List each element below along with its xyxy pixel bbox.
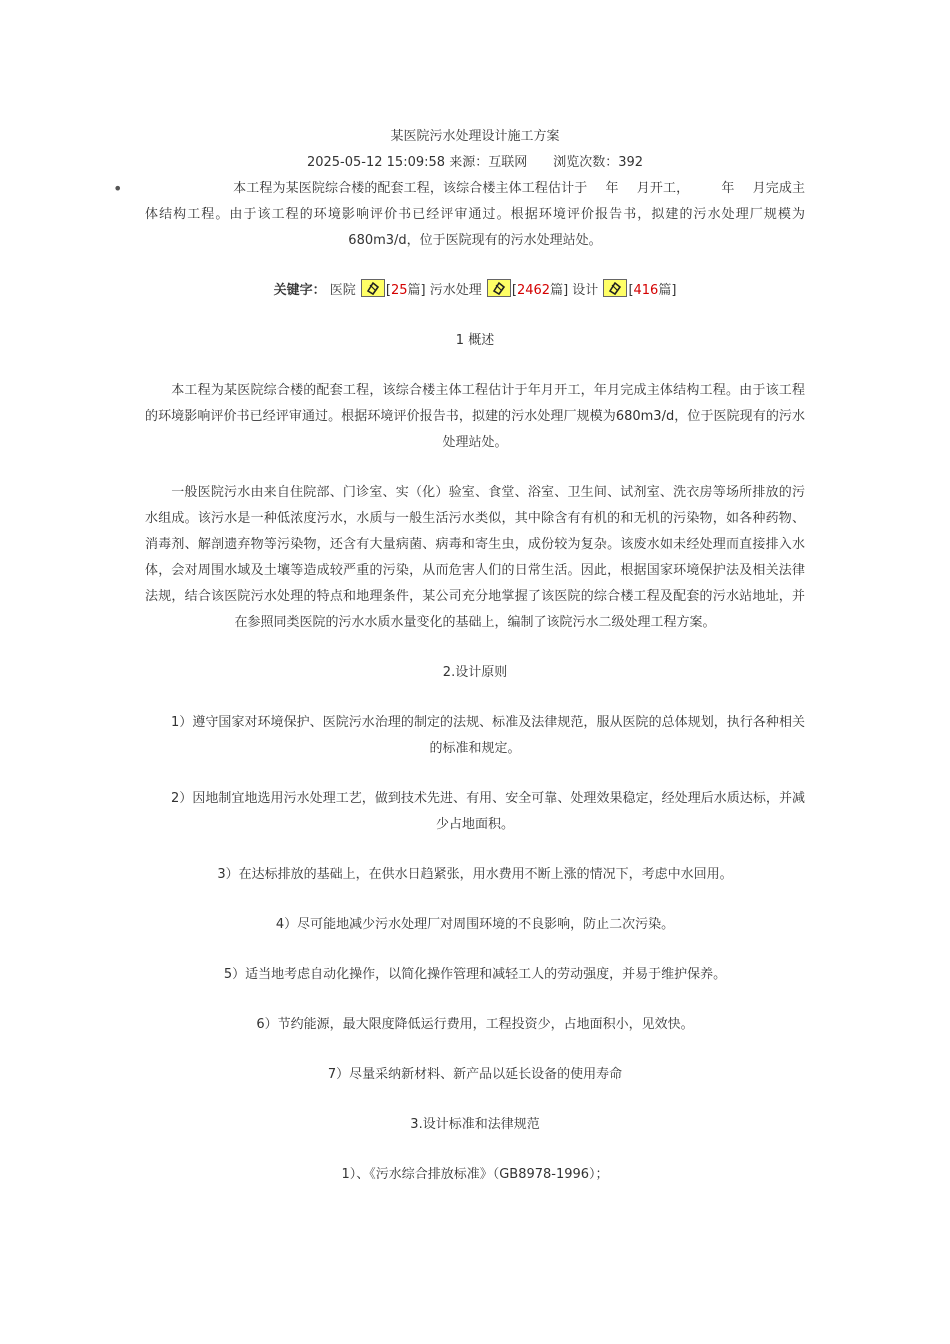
principle-item: 6）节约能源，最大限度降低运行费用，工程投资少，占地面积小，见效快。 (256, 1017, 694, 1032)
source-label: 来源：互联网 (449, 155, 528, 170)
section-2-title: 2.设计原则 (442, 665, 508, 680)
principle-item: 3）在达标排放的基础上，在供水日趋紧张，用水费用不断上涨的情况下，考虑中水回用。 (217, 867, 733, 882)
standard-item: 1）、《污水综合排放标准》（GB8978-1996）； (341, 1167, 609, 1182)
keyword-link-hospital[interactable]: 医院 (329, 283, 356, 298)
section-3-title: 3.设计标准和法律规范 (410, 1117, 540, 1132)
principle-item: 2）因地制宜地选用污水处理工艺，做到技术先进、有用、安全可靠、处理效果稳定，经处理后水质达标，并减少占地面积。 (171, 791, 805, 832)
view-count: 浏览次数：392 (553, 155, 644, 170)
principle-item: 5）适当地考虑自动化操作，以简化操作管理和减轻工人的劳动强度，并易于维护保养。 (223, 967, 727, 982)
keyword-link-design[interactable]: 设计 (572, 283, 599, 298)
keyword-link-sewage[interactable]: 污水处理 (429, 283, 482, 298)
section-1-title: 1 概述 (455, 333, 495, 348)
principle-item: 7）尽量采纳新材料、新产品以延长设备的使用寿命 (327, 1067, 623, 1082)
intro-paragraph: • 本工程为某医院综合楼的配套工程，该综合楼主体工程估计于 年 月开工， 年 月完成主体结构工程。由于该工程的环境影响评价书已经评审通过。根据环境评价报告书，拟建的污水处理厂规模为680m3/d，位于医院现有的污水处理站处。 (145, 176, 805, 254)
publish-datetime: 2025-05-12 15:09:58 (306, 155, 446, 170)
article-body (113, 124, 805, 1188)
keywords-row: 关键字： 医院 [25篇] 污水处理 [2462篇] 设计 [416篇] (145, 278, 805, 304)
keyword-count-sewage[interactable]: 2462 (516, 283, 551, 298)
section-1-paragraph-1: 本工程为某医院综合楼的配套工程，该综合楼主体工程估计于年月开工，年月完成主体结构工程。由于该工程的环境影响评价书已经评审通过。根据环境评价报告书，拟建的污水处理厂规模为680m3/d，位于医院现有的污水处理站处。 (145, 383, 805, 450)
article-meta (145, 150, 805, 176)
keyword-search-icon[interactable] (361, 279, 385, 297)
keyword-count-hospital[interactable]: 25 (390, 283, 408, 298)
keyword-search-icon[interactable] (487, 279, 511, 297)
article-title: 某医院污水处理设计施工方案 (390, 129, 560, 144)
principle-item: 1）遵守国家对环境保护、医院污水治理的制定的法规、标准及法律规范，服从医院的总体规划，执行各种相关的标准和规定。 (171, 715, 805, 756)
section-1-paragraph-2: 一般医院污水由来自住院部、门诊室、实（化）验室、食堂、浴室、卫生间、试剂室、洗衣房等场所排放的污水组成。该污水是一种低浓度污水，水质与一般生活污水类似，其中除含有有机的和无机的污染物，如各种药物、消毒剂、解剖遗弃物等污染物，还含有大量病菌、病毒和寄生虫，成份较为复杂。该废水如未经处理而直接排入水体，会对周围水域及土壤等造成较严重的污染，从而危害人们的日常生活。因此，根据国家环境保护法及相关法律法规，结合该医院污水处理的特点和地理条件，某公司充分地掌握了该医院的综合楼工程及配套的污水站地址，并在参照同类医院的污水水质水量变化的基础上，编制了该院污水二级处理工程方案。 (145, 485, 805, 630)
keywords-label: 关键字： (273, 283, 326, 298)
bullet-icon: • (113, 179, 123, 198)
keyword-count-design[interactable]: 416 (633, 283, 659, 298)
keyword-search-icon[interactable] (603, 279, 627, 297)
principle-item: 4）尽可能地减少污水处理厂对周围环境的不良影响，防止二次污染。 (275, 917, 675, 932)
